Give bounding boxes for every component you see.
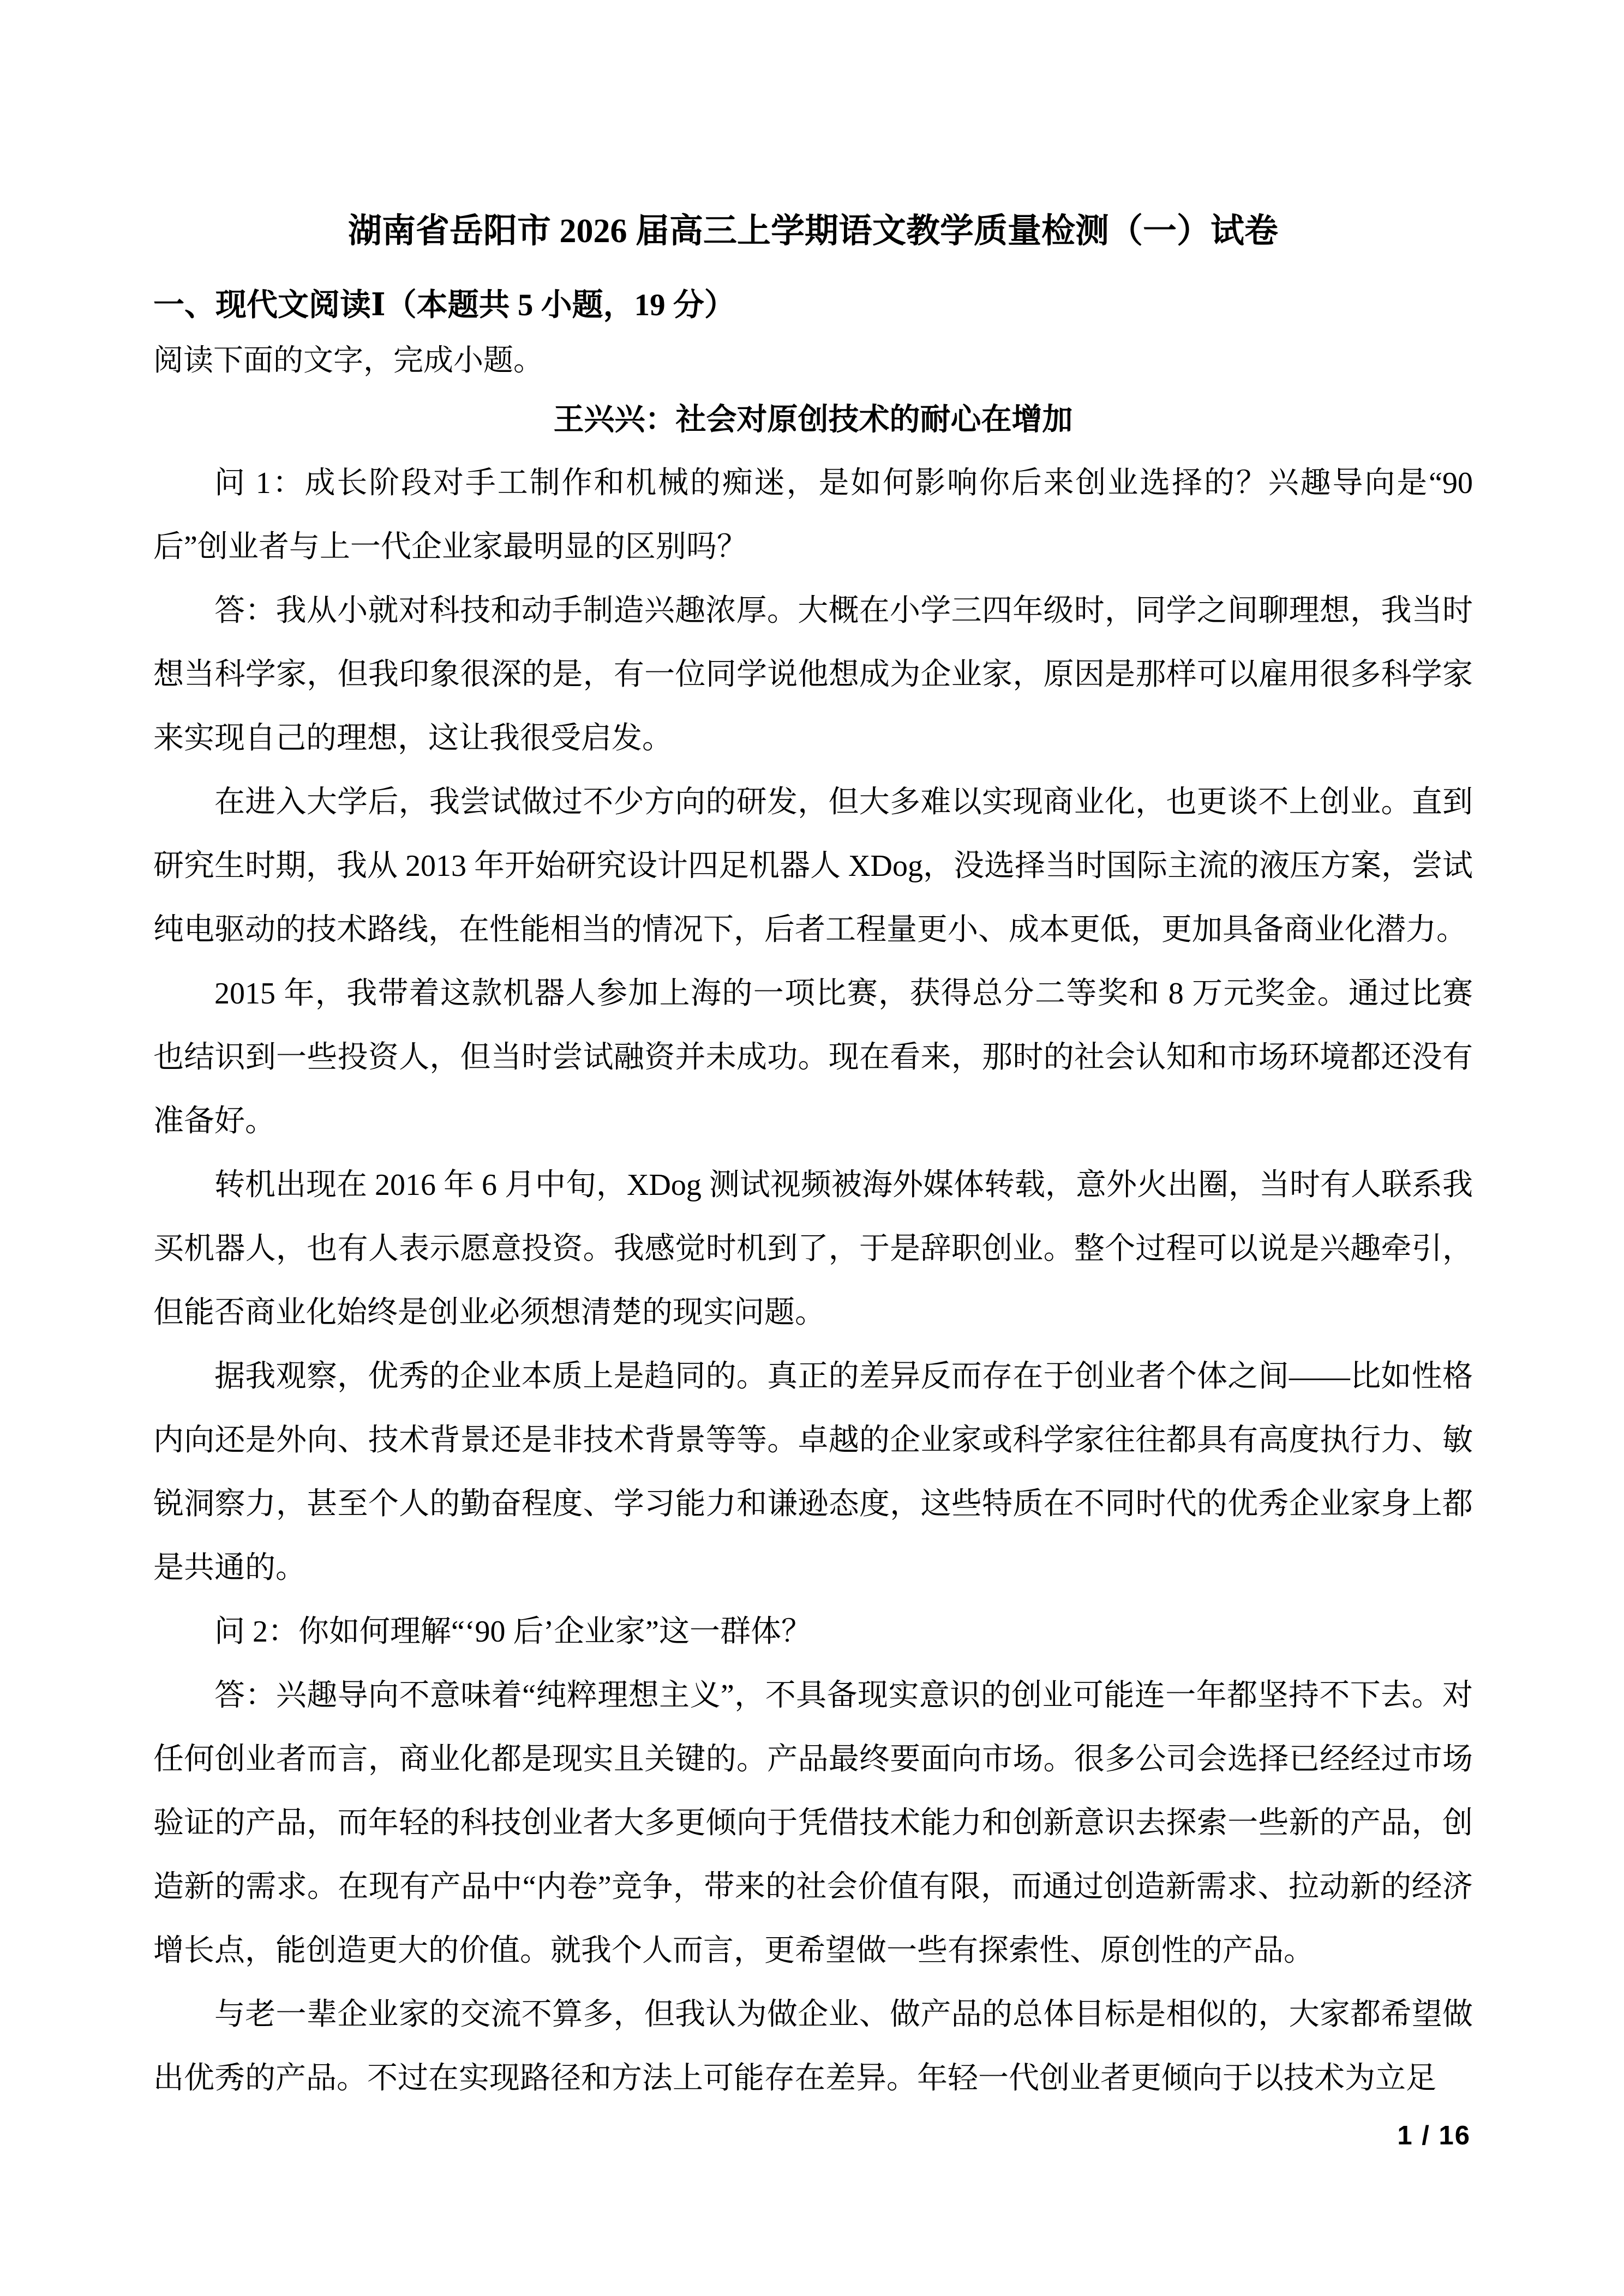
article-paragraph: 问 1：成长阶段对手工制作和机械的痴迷，是如何影响你后来创业选择的？兴趣导向是“90 后”创业者与上一代企业家最明显的区别吗？ — [153, 466, 1473, 564]
article-body — [153, 452, 1473, 2111]
document-content — [153, 0, 1473, 2111]
section-heading: 一、现代文阅读Ⅰ（本题共 5 小题，19 分） — [153, 288, 735, 322]
page-title: 湖南省岳阳市 2026 届高三上学期语文教学质量检测（一）试卷 — [347, 213, 1278, 250]
reading-instruction: 阅读下面的文字，完成小题。 — [153, 344, 544, 377]
article-paragraph: 与老一辈企业家的交流不算多，但我认为做企业、做产品的总体目标是相似的，大家都希望做出优秀的产品。不过在实现路径和方法上可能存在差异。年轻一代创业者更倾向于以技术为立足 — [153, 1998, 1473, 2095]
article-paragraph: 在进入大学后，我尝试做过不少方向的研发，但大多难以实现商业化，也更谈不上创业。直到研究生时期，我从 2013 年开始研究设计四足机器人 XDog，没选择当时国际主流的液压方案，尝试纯电驱动的技术路线，在性能相当的情况下，后者工程量更小、成本更低，更加具备商业化潜力。 — [153, 785, 1473, 947]
article-title: 王兴兴：社会对原创技术的耐心在增加 — [553, 403, 1073, 437]
article-paragraph: 2015 年，我带着这款机器人参加上海的一项比赛，获得总分二等奖和 8 万元奖金。通过比赛也结识到一些投资人，但当时尝试融资并未成功。现在看来，那时的社会认知和市场环境都还没有准备好。 — [153, 977, 1473, 1138]
page-number: 1 / 16 — [1397, 2121, 1471, 2150]
article-paragraph: 答：兴趣导向不意味着“纯粹理想主义”，不具备现实意识的创业可能连一年都坚持不下去。对任何创业者而言，商业化都是现实且关键的。产品最终要面向市场。很多公司会选择已经经过市场验证的产品，而年轻的科技创业者大多更倾向于凭借技术能力和创新意识去探索一些新的产品，创造新的需求。在现有产品中“内卷”竞争，带来的社会价值有限，而通过创造新需求、拉动新的经济增长点，能创造更大的价值。就我个人而言，更希望做一些有探索性、原创性的产品。 — [153, 1679, 1473, 1968]
article-paragraph: 转机出现在 2016 年 6 月中旬，XDog 测试视频被海外媒体转载，意外火出圈，当时有人联系我买机器人，也有人表示愿意投资。我感觉时机到了，于是辞职创业。整个过程可以说是兴趣牵引，但能否商业化始终是创业必须想清楚的现实问题。 — [153, 1168, 1473, 1330]
article-paragraph: 答：我从小就对科技和动手制造兴趣浓厚。大概在小学三四年级时，同学之间聊理想，我当时想当科学家，但我印象很深的是，有一位同学说他想成为企业家，原因是那样可以雇用很多科学家来实现自己的理想，这让我很受启发。 — [153, 594, 1473, 755]
article-paragraph: 问 2：你如何理解“‘90 后’企业家”这一群体？ — [214, 1615, 812, 1649]
article-paragraph: 据我观察，优秀的企业本质上是趋同的。真正的差异反而存在于创业者个体之间——比如性格内向还是外向、技术背景还是非技术背景等等。卓越的企业家或科学家往往都具有高度执行力、敏锐洞察力，甚至个人的勤奋程度、学习能力和谦逊态度，这些特质在不同时代的优秀企业家身上都是共通的。 — [153, 1360, 1473, 1585]
